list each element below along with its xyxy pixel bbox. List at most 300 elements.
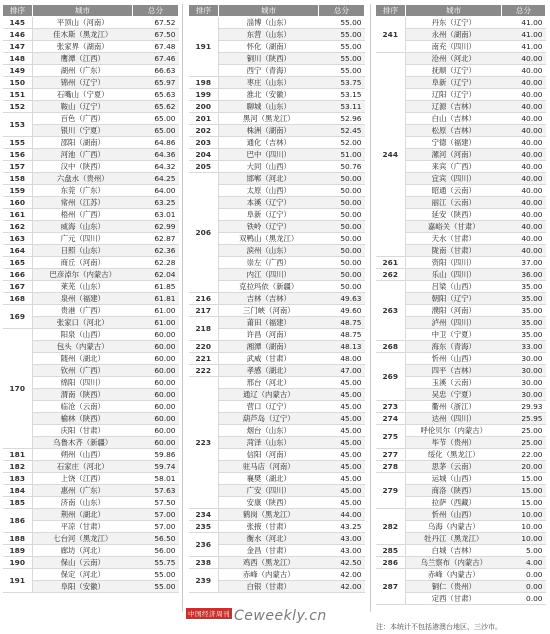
city-cell: 滨州（山东） bbox=[219, 245, 319, 257]
rank-cell: 161 bbox=[3, 209, 33, 221]
score-cell: 4.00 bbox=[502, 557, 546, 569]
city-cell: 延安（陕西） bbox=[406, 209, 502, 221]
city-cell: 吴忠（宁夏） bbox=[406, 389, 502, 401]
table-row bbox=[376, 353, 546, 365]
score-cell: 35.00 bbox=[502, 281, 546, 293]
city-cell: 昭通（云南） bbox=[406, 185, 502, 197]
city-cell: 钦州（广西） bbox=[33, 365, 133, 377]
score-cell: 55.00 bbox=[133, 581, 179, 593]
city-cell: 资阳（四川） bbox=[406, 257, 502, 269]
score-cell: 42.00 bbox=[319, 569, 365, 581]
score-cell: 40.00 bbox=[502, 89, 546, 101]
city-cell: 绵阳（四川） bbox=[33, 377, 133, 389]
rank-cell: 273 bbox=[376, 401, 406, 413]
score-cell: 67.50 bbox=[133, 29, 179, 41]
score-cell: 35.00 bbox=[502, 293, 546, 305]
table-row bbox=[189, 113, 365, 125]
city-cell: 赤峰（内蒙古） bbox=[219, 569, 319, 581]
score-cell: 61.00 bbox=[133, 305, 179, 317]
score-cell: 40.00 bbox=[502, 209, 546, 221]
rank-cell: 201 bbox=[189, 113, 219, 125]
city-cell: 金昌（甘肃） bbox=[219, 545, 319, 557]
score-cell: 30.00 bbox=[502, 389, 546, 401]
city-cell: 黑河（黑龙江） bbox=[219, 113, 319, 125]
score-cell: 45.00 bbox=[319, 497, 365, 509]
score-cell: 45.00 bbox=[319, 377, 365, 389]
city-cell: 莱芜（山东） bbox=[33, 281, 133, 293]
score-cell: 40.00 bbox=[502, 233, 546, 245]
rank-cell: 263 bbox=[376, 281, 406, 341]
city-cell: 平顶山（河南） bbox=[33, 17, 133, 29]
rank-cell: 286 bbox=[376, 557, 406, 569]
rank-cell: 239 bbox=[189, 569, 219, 593]
city-cell: 莆田（福建） bbox=[219, 317, 319, 329]
score-cell: 15.00 bbox=[502, 473, 546, 485]
city-cell: 绥化（黑龙江） bbox=[406, 449, 502, 461]
score-cell: 64.36 bbox=[133, 149, 179, 161]
ranking-column-2 bbox=[188, 4, 365, 593]
score-cell: 0.00 bbox=[502, 581, 546, 593]
score-cell: 67.46 bbox=[133, 53, 179, 65]
city-cell: 三门峡（河南） bbox=[219, 305, 319, 317]
rank-cell: 217 bbox=[189, 305, 219, 317]
footer-note: 注：本统计不包括港澳台地区、三沙市。 bbox=[376, 623, 502, 631]
score-cell: 60.00 bbox=[133, 401, 179, 413]
rank-cell: 200 bbox=[189, 101, 219, 113]
city-cell: 巴中（四川） bbox=[219, 149, 319, 161]
city-cell: 保定（河北） bbox=[33, 569, 133, 581]
column-divider-2 bbox=[370, 4, 371, 612]
score-cell: 33.00 bbox=[502, 341, 546, 353]
rank-cell: 234 bbox=[189, 509, 219, 521]
city-cell: 呼伦贝尔（内蒙古） bbox=[406, 425, 502, 437]
rank-cell: 236 bbox=[189, 533, 219, 557]
city-cell: 鸡西（黑龙江） bbox=[219, 557, 319, 569]
score-cell: 57.00 bbox=[133, 521, 179, 533]
city-cell: 保山（云南） bbox=[33, 557, 133, 569]
score-cell: 50.00 bbox=[319, 257, 365, 269]
score-cell: 10.00 bbox=[502, 521, 546, 533]
rank-cell: 275 bbox=[376, 425, 406, 449]
score-cell: 55.00 bbox=[319, 29, 365, 41]
score-cell: 45.00 bbox=[319, 401, 365, 413]
city-cell: 梧州（广西） bbox=[33, 209, 133, 221]
city-cell: 廊坊（河北） bbox=[33, 545, 133, 557]
score-cell: 50.00 bbox=[319, 269, 365, 281]
city-cell: 赤峰（内蒙古） bbox=[406, 569, 502, 581]
score-cell: 45.00 bbox=[319, 461, 365, 473]
rank-cell: 285 bbox=[376, 545, 406, 557]
score-cell: 52.45 bbox=[319, 125, 365, 137]
header-city: 城市 bbox=[219, 5, 319, 17]
table-row bbox=[376, 473, 546, 485]
city-cell: 阜新（辽宁） bbox=[406, 77, 502, 89]
score-cell: 35.00 bbox=[502, 305, 546, 317]
rank-cell: 198 bbox=[189, 77, 219, 89]
score-cell: 60.00 bbox=[133, 437, 179, 449]
city-cell: 株洲（湖南） bbox=[219, 125, 319, 137]
city-cell: 汉中（陕西） bbox=[33, 161, 133, 173]
score-cell: 58.01 bbox=[133, 473, 179, 485]
rank-cell: 287 bbox=[376, 569, 406, 605]
city-cell: 运城（山西） bbox=[406, 473, 502, 485]
city-cell: 淄博（山东） bbox=[219, 17, 319, 29]
rank-cell: 153 bbox=[3, 113, 33, 137]
score-cell: 40.00 bbox=[502, 221, 546, 233]
city-cell: 湘潭（湖南） bbox=[219, 341, 319, 353]
score-cell: 51.00 bbox=[319, 149, 365, 161]
table-row bbox=[189, 173, 365, 185]
table-row bbox=[3, 17, 179, 29]
table-row bbox=[3, 209, 179, 221]
score-cell: 60.00 bbox=[133, 389, 179, 401]
city-cell: 营口（辽宁） bbox=[219, 401, 319, 413]
table-row bbox=[3, 245, 179, 257]
rank-cell: 169 bbox=[3, 305, 33, 329]
score-cell: 57.63 bbox=[133, 485, 179, 497]
table-row bbox=[3, 545, 179, 557]
score-cell: 57.00 bbox=[133, 509, 179, 521]
rank-cell: 220 bbox=[189, 341, 219, 353]
rank-cell: 152 bbox=[3, 101, 33, 113]
city-cell: 思茅（云南） bbox=[406, 461, 502, 473]
table-row bbox=[3, 113, 179, 125]
score-cell: 15.00 bbox=[502, 485, 546, 497]
city-cell: 怀化（湖南） bbox=[219, 41, 319, 53]
score-cell: 40.00 bbox=[502, 185, 546, 197]
score-cell: 10.00 bbox=[502, 533, 546, 545]
rank-cell: 149 bbox=[3, 65, 33, 77]
table-row bbox=[376, 341, 546, 353]
table-row bbox=[189, 557, 365, 569]
table-row bbox=[3, 533, 179, 545]
rank-cell: 221 bbox=[189, 353, 219, 365]
city-cell: 信阳（河南） bbox=[219, 449, 319, 461]
city-cell: 七台河（黑龙江） bbox=[33, 533, 133, 545]
table-row bbox=[189, 149, 365, 161]
city-cell: 达州（四川） bbox=[406, 413, 502, 425]
score-cell: 48.75 bbox=[319, 317, 365, 329]
score-cell: 62.28 bbox=[133, 257, 179, 269]
score-cell: 50.00 bbox=[319, 221, 365, 233]
rank-cell: 189 bbox=[3, 545, 33, 557]
score-cell: 40.00 bbox=[502, 65, 546, 77]
city-cell: 烟台（山东） bbox=[219, 425, 319, 437]
score-cell: 62.36 bbox=[133, 245, 179, 257]
rank-cell: 186 bbox=[3, 509, 33, 533]
city-cell: 菏泽（山东） bbox=[219, 437, 319, 449]
score-cell: 52.96 bbox=[319, 113, 365, 125]
table-row bbox=[189, 161, 365, 173]
score-cell: 44.00 bbox=[319, 509, 365, 521]
city-cell: 庆阳（甘肃） bbox=[33, 425, 133, 437]
score-cell: 65.62 bbox=[133, 101, 179, 113]
city-cell: 商丘（河南） bbox=[33, 257, 133, 269]
city-cell: 海东（青海） bbox=[406, 341, 502, 353]
city-cell: 湖州（广东） bbox=[33, 65, 133, 77]
score-cell: 63.01 bbox=[133, 209, 179, 221]
table-row bbox=[376, 269, 546, 281]
rank-cell: 164 bbox=[3, 245, 33, 257]
score-cell: 47.00 bbox=[319, 365, 365, 377]
header-city: 城市 bbox=[406, 5, 502, 17]
city-cell: 枣庄（山东） bbox=[219, 77, 319, 89]
city-cell: 辽源（吉林） bbox=[406, 101, 502, 113]
city-cell: 乌兰察布（内蒙古） bbox=[406, 557, 502, 569]
rank-cell: 244 bbox=[376, 53, 406, 257]
score-cell: 40.00 bbox=[502, 101, 546, 113]
score-cell: 59.74 bbox=[133, 461, 179, 473]
score-cell: 66.63 bbox=[133, 65, 179, 77]
logo-text: Ceweekly.cn bbox=[234, 608, 327, 624]
city-cell: 毕节（贵州） bbox=[406, 437, 502, 449]
score-cell: 50.00 bbox=[319, 281, 365, 293]
city-cell: 广安（四川） bbox=[219, 485, 319, 497]
score-cell: 45.00 bbox=[319, 449, 365, 461]
city-cell: 邯郸（河北） bbox=[219, 173, 319, 185]
rank-cell: 203 bbox=[189, 137, 219, 149]
table-row bbox=[189, 521, 365, 533]
city-cell: 贵港（广西） bbox=[33, 305, 133, 317]
table-row bbox=[3, 233, 179, 245]
city-cell: 常州（江苏） bbox=[33, 197, 133, 209]
city-cell: 来宾（广西） bbox=[406, 161, 502, 173]
rank-cell: 163 bbox=[3, 233, 33, 245]
table-row bbox=[376, 509, 546, 521]
table-row bbox=[376, 569, 546, 581]
city-cell: 抚顺（辽宁） bbox=[406, 65, 502, 77]
rank-cell: 181 bbox=[3, 449, 33, 461]
score-cell: 40.00 bbox=[502, 137, 546, 149]
city-cell: 通化（吉林） bbox=[219, 137, 319, 149]
score-cell: 55.00 bbox=[319, 17, 365, 29]
rank-cell: 282 bbox=[376, 509, 406, 545]
city-cell: 锦州（辽宁） bbox=[33, 77, 133, 89]
score-cell: 55.75 bbox=[133, 557, 179, 569]
score-cell: 45.00 bbox=[319, 437, 365, 449]
rank-cell: 218 bbox=[189, 317, 219, 341]
score-cell: 65.97 bbox=[133, 77, 179, 89]
score-cell: 10.00 bbox=[502, 509, 546, 521]
city-cell: 泉州（福建） bbox=[33, 293, 133, 305]
table-row bbox=[376, 449, 546, 461]
score-cell: 41.00 bbox=[502, 29, 546, 41]
score-cell: 52.00 bbox=[319, 137, 365, 149]
rank-cell: 202 bbox=[189, 125, 219, 137]
city-cell: 上饶（江西） bbox=[33, 473, 133, 485]
rank-cell: 279 bbox=[376, 473, 406, 509]
score-cell: 50.76 bbox=[319, 161, 365, 173]
table-row bbox=[189, 509, 365, 521]
city-cell: 张家界（湖南） bbox=[33, 41, 133, 53]
ranking-column-1 bbox=[2, 4, 179, 593]
city-cell: 沧州（河北） bbox=[406, 53, 502, 65]
table-row bbox=[3, 53, 179, 65]
score-cell: 5.00 bbox=[502, 545, 546, 557]
rank-cell: 165 bbox=[3, 257, 33, 269]
score-cell: 40.00 bbox=[502, 197, 546, 209]
score-cell: 50.00 bbox=[319, 185, 365, 197]
score-cell: 64.00 bbox=[133, 185, 179, 197]
table-row bbox=[189, 89, 365, 101]
rank-cell: 238 bbox=[189, 557, 219, 569]
score-cell: 0.00 bbox=[502, 569, 546, 581]
table-row bbox=[3, 557, 179, 569]
table-row bbox=[189, 341, 365, 353]
city-cell: 永州（湖南） bbox=[406, 29, 502, 41]
score-cell: 48.13 bbox=[319, 341, 365, 353]
city-cell: 商洛（陕西） bbox=[406, 485, 502, 497]
city-cell: 南充（四川） bbox=[406, 41, 502, 53]
rank-cell: 241 bbox=[376, 17, 406, 53]
rank-cell: 157 bbox=[3, 161, 33, 173]
score-cell: 56.00 bbox=[133, 545, 179, 557]
score-cell: 40.00 bbox=[502, 113, 546, 125]
table-row bbox=[376, 545, 546, 557]
rank-cell: 160 bbox=[3, 197, 33, 209]
city-cell: 宁德（福建） bbox=[406, 137, 502, 149]
rank-cell: 278 bbox=[376, 461, 406, 473]
score-cell: 48.00 bbox=[319, 353, 365, 365]
score-cell: 61.00 bbox=[133, 317, 179, 329]
table-row bbox=[3, 89, 179, 101]
city-cell: 临沧（云南） bbox=[33, 401, 133, 413]
table-row bbox=[3, 77, 179, 89]
table-row bbox=[3, 269, 179, 281]
table-row bbox=[376, 557, 546, 569]
rank-cell: 235 bbox=[189, 521, 219, 533]
score-cell: 65.63 bbox=[133, 89, 179, 101]
table-row bbox=[189, 17, 365, 29]
score-cell: 40.00 bbox=[502, 149, 546, 161]
table-row bbox=[376, 401, 546, 413]
table-row bbox=[3, 497, 179, 509]
city-cell: 鹰潭（江西） bbox=[33, 53, 133, 65]
city-cell: 张家口（河北） bbox=[33, 317, 133, 329]
city-cell: 乌鲁木齐（新疆） bbox=[33, 437, 133, 449]
score-cell: 50.00 bbox=[319, 197, 365, 209]
table-row bbox=[376, 281, 546, 293]
city-cell: 衢州（浙江） bbox=[406, 401, 502, 413]
city-cell: 石嘴山（宁夏） bbox=[33, 89, 133, 101]
city-cell: 乌海（内蒙古） bbox=[406, 521, 502, 533]
score-cell: 41.00 bbox=[502, 17, 546, 29]
city-cell: 武威（甘肃） bbox=[219, 353, 319, 365]
score-cell: 30.00 bbox=[502, 365, 546, 377]
rank-cell: 274 bbox=[376, 413, 406, 425]
city-cell: 荆州（湖北） bbox=[33, 509, 133, 521]
city-cell: 丹东（辽宁） bbox=[406, 17, 502, 29]
city-cell: 巴彦淖尔（内蒙古） bbox=[33, 269, 133, 281]
header-rank: 排序 bbox=[376, 5, 406, 17]
table-row bbox=[3, 29, 179, 41]
score-cell: 36.00 bbox=[502, 269, 546, 281]
rank-cell: 262 bbox=[376, 269, 406, 281]
rank-cell: 168 bbox=[3, 293, 33, 305]
rank-cell: 269 bbox=[376, 353, 406, 401]
city-cell: 百色（广西） bbox=[33, 113, 133, 125]
table-header-row bbox=[3, 5, 179, 17]
city-cell: 松原（吉林） bbox=[406, 125, 502, 137]
city-cell: 白银（甘肃） bbox=[219, 581, 319, 593]
table-row bbox=[189, 533, 365, 545]
score-cell: 25.95 bbox=[502, 413, 546, 425]
table-row bbox=[376, 17, 546, 29]
rank-cell: 185 bbox=[3, 497, 33, 509]
score-cell: 40.00 bbox=[502, 161, 546, 173]
score-cell: 60.00 bbox=[133, 329, 179, 341]
city-cell: 广元（四川） bbox=[33, 233, 133, 245]
table-row bbox=[3, 257, 179, 269]
rank-cell: 268 bbox=[376, 341, 406, 353]
table-row bbox=[189, 353, 365, 365]
score-cell: 49.63 bbox=[319, 293, 365, 305]
table-row bbox=[189, 137, 365, 149]
rank-cell: 191 bbox=[189, 17, 219, 77]
table-row bbox=[3, 461, 179, 473]
city-cell: 随州（湖北） bbox=[33, 353, 133, 365]
city-cell: 吉林（吉林） bbox=[219, 293, 319, 305]
city-cell: 天水（甘肃） bbox=[406, 233, 502, 245]
score-cell: 29.93 bbox=[502, 401, 546, 413]
score-cell: 25.00 bbox=[502, 425, 546, 437]
city-cell: 榆林（陕西） bbox=[33, 413, 133, 425]
city-cell: 包头（内蒙古） bbox=[33, 341, 133, 353]
rank-cell: 205 bbox=[189, 161, 219, 173]
city-cell: 惠州（广东） bbox=[33, 485, 133, 497]
score-cell: 62.04 bbox=[133, 269, 179, 281]
score-cell: 67.48 bbox=[133, 41, 179, 53]
score-cell: 0.00 bbox=[502, 593, 546, 605]
rank-cell: 145 bbox=[3, 17, 33, 29]
rank-cell: 206 bbox=[189, 173, 219, 293]
score-cell: 55.00 bbox=[133, 569, 179, 581]
score-cell: 61.81 bbox=[133, 293, 179, 305]
city-cell: 威海（山东） bbox=[33, 221, 133, 233]
rank-cell: 148 bbox=[3, 53, 33, 65]
city-cell: 宜宾（四川） bbox=[406, 173, 502, 185]
table-row bbox=[376, 413, 546, 425]
table-row bbox=[3, 185, 179, 197]
score-cell: 55.00 bbox=[319, 41, 365, 53]
table-row bbox=[189, 125, 365, 137]
score-cell: 43.00 bbox=[319, 545, 365, 557]
header-score: 总分 bbox=[319, 5, 365, 17]
header-rank: 排序 bbox=[3, 5, 33, 17]
table-row bbox=[376, 461, 546, 473]
rank-cell: 184 bbox=[3, 485, 33, 497]
score-cell: 49.60 bbox=[319, 305, 365, 317]
city-cell: 铜川（陕西） bbox=[219, 53, 319, 65]
score-cell: 62.87 bbox=[133, 233, 179, 245]
header-city: 城市 bbox=[33, 5, 133, 17]
city-cell: 双鸭山（黑龙江） bbox=[219, 233, 319, 245]
city-cell: 张掖（甘肃） bbox=[219, 521, 319, 533]
city-cell: 西宁（青海） bbox=[219, 65, 319, 77]
city-cell: 孝感（湖北） bbox=[219, 365, 319, 377]
city-cell: 六盘水（贵州） bbox=[33, 173, 133, 185]
score-cell: 45.00 bbox=[319, 473, 365, 485]
city-cell: 鹤岗（黑龙江） bbox=[219, 509, 319, 521]
city-cell: 牡丹江（黑龙江） bbox=[406, 533, 502, 545]
score-cell: 60.00 bbox=[133, 353, 179, 365]
table-row bbox=[376, 425, 546, 437]
city-cell: 日照（山东） bbox=[33, 245, 133, 257]
score-cell: 57.50 bbox=[133, 497, 179, 509]
score-cell: 53.75 bbox=[319, 77, 365, 89]
score-cell: 42.50 bbox=[319, 557, 365, 569]
table-row bbox=[3, 41, 179, 53]
